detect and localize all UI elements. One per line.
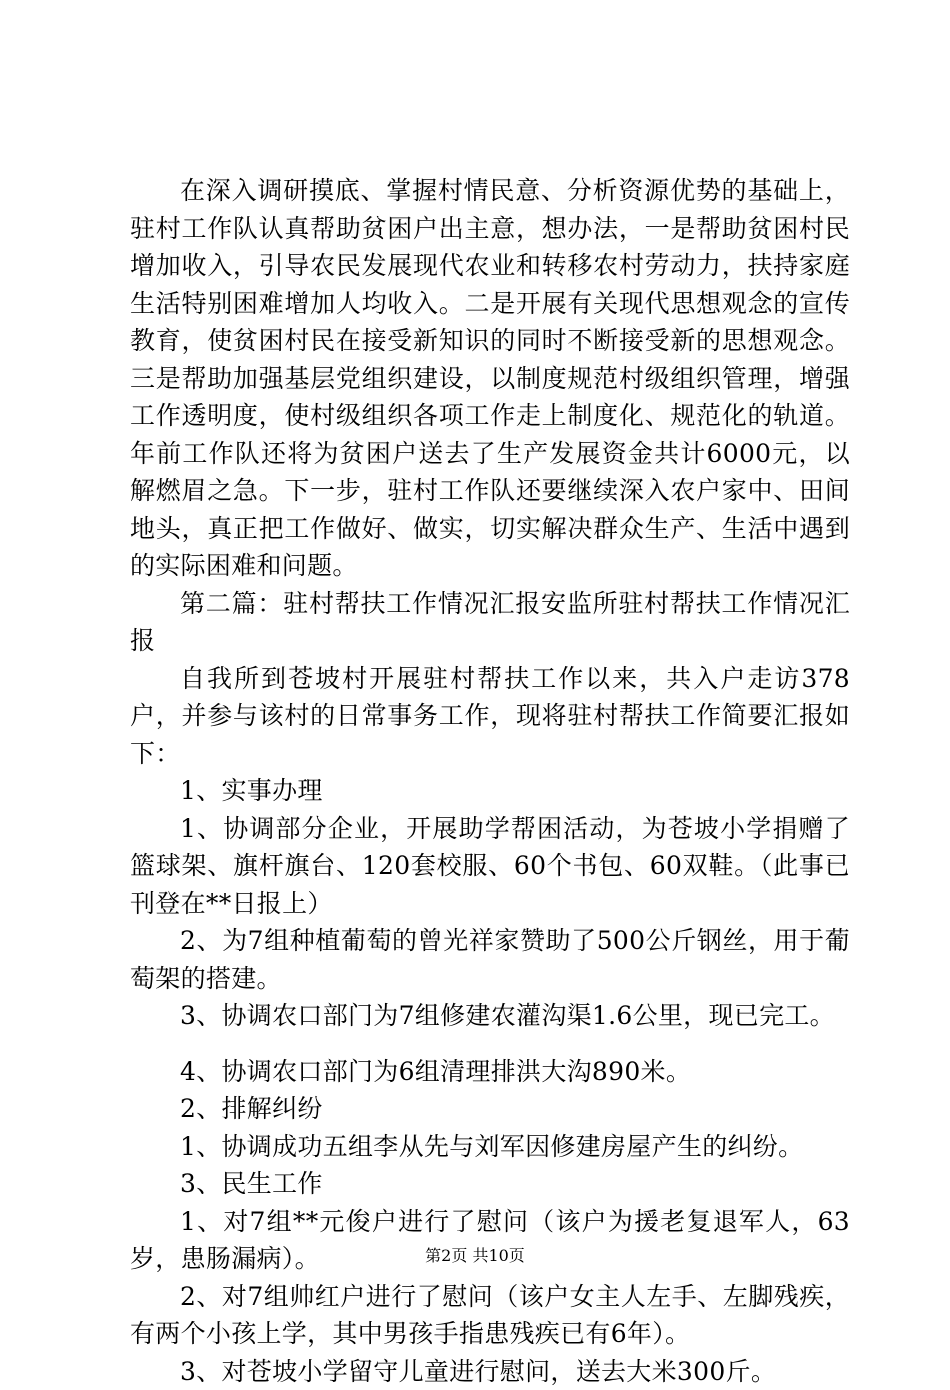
page-footer: 第2页 共10页: [0, 1243, 950, 1266]
list-item: 1、对7组**元俊户进行了慰问（该户为援老复退军人，63岁，患肠漏病）。: [130, 1203, 850, 1278]
paragraph-1: 在深入调研摸底、掌握村情民意、分析资源优势的基础上，驻村工作队认真帮助贫困户出主意，想办法，一是帮助贫困村民增加收入，引导农民发展现代农业和转移农村劳动力，扶持家庭生活特别困难增加人均收入。二是开展有关现代思想观念的宣传教育，使贫困村民在接受新知识的同时不断接受新的思想观念。三是帮助加强基层党组织建设，以制度规范村级组织管理，增强工作透明度，使村级组织各项工作走上制度化、规范化的轨道。年前工作队还将为贫困户送去了生产发展资金共计6000元，以解燃眉之急。下一步，驻村工作队还要继续深入农户家中、田间地头，真正把工作做好、做实，切实解决群众生产、生活中遇到的实际困难和问题。: [130, 172, 850, 585]
subheading-minsheng: 3、民生工作: [130, 1165, 850, 1203]
list-item: 1、协调成功五组李从先与刘军因修建房屋产生的纠纷。: [130, 1128, 850, 1166]
document-body: [130, 172, 850, 1390]
list-item: 3、协调农口部门为7组修建农灌沟渠1.6公里，现已完工。: [130, 997, 850, 1035]
subheading-jiufen: 2、排解纠纷: [130, 1090, 850, 1128]
section-heading-2: 第二篇：驻村帮扶工作情况汇报安监所驻村帮扶工作情况汇报: [130, 585, 850, 660]
paragraph-intro: 自我所到苍坡村开展驻村帮扶工作以来，共入户走访378户，并参与该村的日常事务工作，现将驻村帮扶工作简要汇报如下：: [130, 660, 850, 773]
list-item: 3、对苍坡小学留守儿童进行慰问，送去大米300斤。: [130, 1353, 850, 1390]
subheading-shishi: 1、实事办理: [130, 772, 850, 810]
list-item: 2、为7组种植葡萄的曾光祥家赞助了500公斤钢丝，用于葡萄架的搭建。: [130, 922, 850, 997]
list-item: 1、协调部分企业，开展助学帮困活动，为苍坡小学捐赠了篮球架、旗杆旗台、120套校服、60个书包、60双鞋。（此事已刊登在**日报上）: [130, 810, 850, 923]
list-item: 4、协调农口部门为6组清理排洪大沟890米。: [130, 1053, 850, 1091]
list-item: 2、对7组帅红户进行了慰问（该户女主人左手、左脚残疾，有两个小孩上学，其中男孩手指患残疾已有6年）。: [130, 1278, 850, 1353]
